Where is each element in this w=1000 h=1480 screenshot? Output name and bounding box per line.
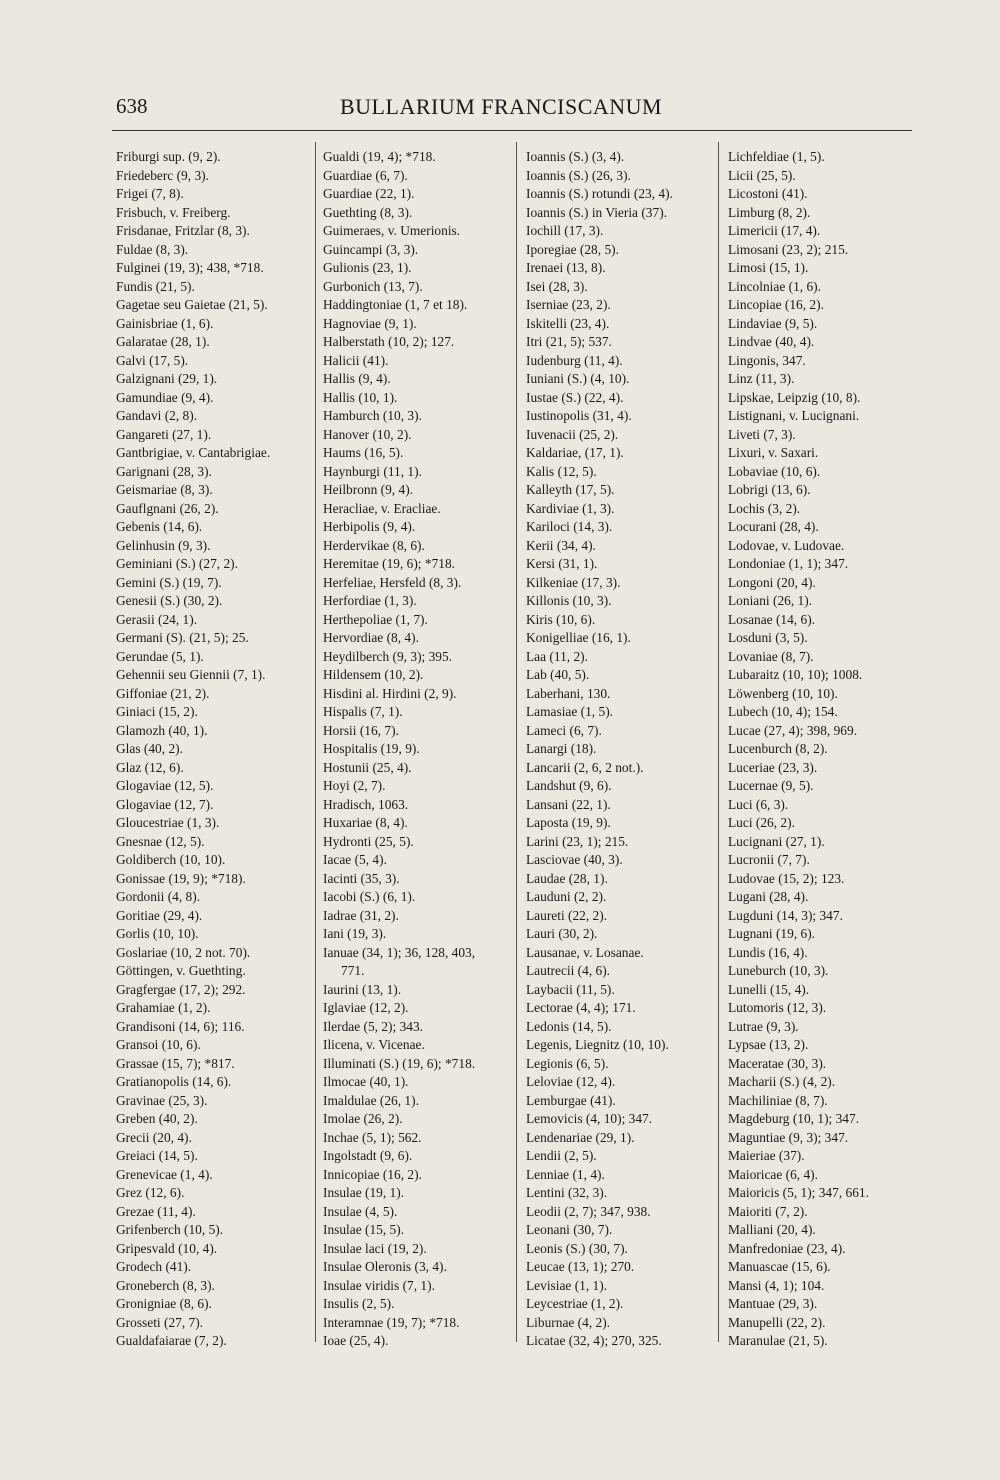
index-entry: Lugani (28, 4). xyxy=(728,889,809,904)
index-entry: Herdervikae (8, 6). xyxy=(323,537,425,553)
index-entry: Lucae (27, 4); 398, 969. xyxy=(728,722,858,738)
index-entry: Lutrae (9, 3). xyxy=(728,1018,799,1034)
index-entry: Grassae (15, 7); *817. xyxy=(116,1055,235,1071)
index-entry: Iserniae (23, 2). xyxy=(526,297,611,312)
index-entry: Hamburch (10, 3). xyxy=(323,408,422,423)
index-entry: Ioannis (S.) rotundi (23, 4). xyxy=(526,186,673,201)
index-entry: Limosani (23, 2); 215. xyxy=(728,241,849,257)
index-entry: Frisbuch, v. Freiberg. xyxy=(116,204,231,220)
index-entry: Herthepoliae (1, 7). xyxy=(323,611,428,627)
index-entry: Ingolstadt (9, 6). xyxy=(323,1148,413,1163)
index-entry: Hisdini al. Hirdini (2, 9). xyxy=(323,685,457,701)
index-entry: Laybacii (11, 5). xyxy=(526,981,615,997)
index-entry: Lubech (10, 4); 154. xyxy=(728,704,838,719)
index-entry: Lincolniae (1, 6). xyxy=(728,278,821,294)
index-entry: Hallis (9, 4). xyxy=(323,371,391,386)
index-entry: Linz (11, 3). xyxy=(728,371,795,386)
index-entry: Gordonii (4, 8). xyxy=(116,889,201,904)
index-entry: Ianuae (34, 1); 36, 128, 403, xyxy=(323,944,476,960)
index-entry: Lixuri, v. Saxari. xyxy=(728,445,819,460)
page-number: 638 xyxy=(116,94,148,118)
index-entry: Leucae (13, 1); 270. xyxy=(526,1259,635,1274)
index-entry: Insulae (4, 5). xyxy=(323,1203,398,1219)
index-entry: Lendenariae (29, 1). xyxy=(526,1129,635,1145)
index-entry: Luci (6, 3). xyxy=(728,796,789,812)
index-entry: Ilicena, v. Vicenae. xyxy=(323,1037,425,1052)
index-entry: Gemini (S.) (19, 7). xyxy=(116,574,222,590)
index-entry: Löwenberg (10, 10). xyxy=(728,685,838,701)
index-entry: Heracliae, v. Eracliae. xyxy=(323,500,441,516)
index-entry: Maioriti (7, 2). xyxy=(728,1203,808,1219)
index-entry: Iochill (17, 3). xyxy=(526,223,604,238)
index-entry: Lutomoris (12, 3). xyxy=(728,1000,827,1015)
index-entry: Iskitelli (23, 4). xyxy=(526,315,610,331)
index-entry: Kardiviae (1, 3). xyxy=(526,500,615,516)
index-entry: Ilmocae (40, 1). xyxy=(323,1074,409,1089)
index-entry: Lugduni (14, 3); 347. xyxy=(728,907,843,923)
index-entry: Haddingtoniae (1, 7 et 18). xyxy=(323,297,468,312)
index-entry: Maioricae (6, 4). xyxy=(728,1166,818,1182)
index-entry: Lugnani (19, 6). xyxy=(728,926,816,941)
index-entry: Grenevicae (1, 4). xyxy=(116,1166,213,1182)
index-entry: Gangareti (27, 1). xyxy=(116,426,212,442)
index-entry: Interamnae (19, 7); *718. xyxy=(323,1314,460,1330)
index-entry: Gragfergae (17, 2); 292. xyxy=(116,981,246,997)
index-entry: Iuvenacii (25, 2). xyxy=(526,426,619,442)
index-entry: Kersi (31, 1). xyxy=(526,556,598,571)
index-entry: Germani (S). (21, 5); 25. xyxy=(116,630,249,645)
index-entry: Manfredoniae (23, 4). xyxy=(728,1240,846,1256)
index-entry: Gripesvald (10, 4). xyxy=(116,1240,218,1256)
index-entry: Inchae (5, 1); 562. xyxy=(323,1129,422,1145)
index-entry: Limburg (8, 2). xyxy=(728,204,811,220)
index-entry: Galzignani (29, 1). xyxy=(116,371,218,386)
index-entry: Kilkeniae (17, 3). xyxy=(526,574,621,590)
index-entry: Iacinti (35, 3). xyxy=(323,870,400,886)
index-entry: Lunelli (15, 4). xyxy=(728,981,810,997)
index-entry: Levisiae (1, 1). xyxy=(526,1277,608,1293)
index-entry: Lectorae (4, 4); 171. xyxy=(526,1000,636,1015)
index-entry: Konigelliae (16, 1). xyxy=(526,630,631,645)
index-entry: Gehennii seu Giennii (7, 1). xyxy=(116,667,266,682)
index-entry: Lypsae (13, 2). xyxy=(728,1037,809,1052)
index-entry: Gurbonich (13, 7). xyxy=(323,278,423,294)
index-entry: Grosseti (27, 7). xyxy=(116,1314,204,1330)
index-entry: Hispalis (7, 1). xyxy=(323,704,403,719)
index-entry: Giffoniae (21, 2). xyxy=(116,685,210,701)
index-entry: Listignani, v. Lucignani. xyxy=(728,408,860,423)
index-entry: Insulae laci (19, 2). xyxy=(323,1240,427,1256)
index-entry: Goslariae (10, 2 not. 70). xyxy=(116,944,251,960)
index-entry: Göttingen, v. Guethting. xyxy=(116,963,246,978)
index-entry: Gualdafaiarae (7, 2). xyxy=(116,1333,227,1348)
page-header xyxy=(0,90,1000,126)
index-entry: Grahamiae (1, 2). xyxy=(116,1000,211,1015)
index-entry: Gratianopolis (14, 6). xyxy=(116,1074,232,1089)
index-entry: Frisdanae, Fritzlar (8, 3). xyxy=(116,223,250,238)
index-entry: Gainisbriae (1, 6). xyxy=(116,315,214,331)
index-entry: Guincampi (3, 3). xyxy=(323,241,419,257)
index-entry: Guardiae (22, 1). xyxy=(323,186,415,201)
index-entry: Halberstath (10, 2); 127. xyxy=(323,334,455,349)
index-entry: Ludovae (15, 2); 123. xyxy=(728,870,845,886)
index-entry: Gantbrigiae, v. Cantabrigiae. xyxy=(116,445,271,460)
index-entry: Manupelli (22, 2). xyxy=(728,1314,826,1330)
index-entry: Greben (40, 2). xyxy=(116,1111,198,1126)
index-entry: Landshut (9, 6). xyxy=(526,778,612,793)
index-entry: Maieriae (37). xyxy=(728,1148,805,1163)
index-entry: Geminiani (S.) (27, 2). xyxy=(116,556,238,571)
index-column-4 xyxy=(728,148,928,1351)
index-entry: Licostoni (41). xyxy=(728,186,808,201)
index-entry: Gonissae (19, 9); *718). xyxy=(116,870,246,886)
index-entry: Londoniae (1, 1); 347. xyxy=(728,556,849,571)
index-entry: Haums (16, 5). xyxy=(323,445,404,460)
index-entry: Lindvae (40, 4). xyxy=(728,334,815,349)
index-entry: Hallis (10, 1). xyxy=(323,389,398,405)
index-entry: Greiaci (14, 5). xyxy=(116,1148,198,1163)
index-entry: Gronigniae (8, 6). xyxy=(116,1296,212,1311)
index-entry: Lovaniae (8, 7). xyxy=(728,648,814,664)
index-entry: Guethting (8, 3). xyxy=(323,204,413,220)
index-entry: Kariloci (14, 3). xyxy=(526,519,613,534)
header-rule xyxy=(112,130,912,131)
index-entry: Goritiae (29, 4). xyxy=(116,907,203,923)
index-entry: Lamasiae (1, 5). xyxy=(526,704,613,719)
index-entry: Luci (26, 2). xyxy=(728,815,795,830)
index-entry: Gebenis (14, 6). xyxy=(116,519,203,534)
index-entry: Irenaei (13, 8). xyxy=(526,260,606,275)
index-entry: Gelinhusin (9, 3). xyxy=(116,537,211,553)
index-entry: Iglaviae (12, 2). xyxy=(323,1000,409,1015)
index-entry: Haynburgi (11, 1). xyxy=(323,463,422,479)
index-entry: Fulginei (19, 3); 438, *718. xyxy=(116,260,264,275)
index-entry: Insulae viridis (7, 1). xyxy=(323,1277,435,1293)
index-entry: Herbipolis (9, 4). xyxy=(323,519,416,534)
index-entry: Iadrae (31, 2). xyxy=(323,907,399,923)
index-entry: Grez (12, 6). xyxy=(116,1185,185,1200)
index-entry: Laudae (28, 1). xyxy=(526,870,608,886)
index-entry: Insulis (2, 5). xyxy=(323,1296,395,1311)
index-entry: Maranulae (21, 5). xyxy=(728,1333,828,1348)
index-entry: Gorlis (10, 10). xyxy=(116,926,199,941)
index-entry: Iaurini (13, 1). xyxy=(323,981,402,997)
index-entry: Lucronii (7, 7). xyxy=(728,852,810,867)
index-entry: Iporegiae (28, 5). xyxy=(526,241,619,257)
index-entry: Liveti (7, 3). xyxy=(728,426,796,442)
index-entry: Legionis (6, 5). xyxy=(526,1055,609,1071)
index-entry: Lochis (3, 2). xyxy=(728,500,801,516)
index-entry: Herfeliae, Hersfeld (8, 3). xyxy=(323,574,462,590)
index-entry: Maguntiae (9, 3); 347. xyxy=(728,1129,849,1145)
index-entry: Loniani (26, 1). xyxy=(728,593,813,608)
index-entry: Laposta (19, 9). xyxy=(526,815,611,830)
index-entry: Ioannis (S.) in Vieria (37). xyxy=(526,204,668,220)
index-entry: Lucenburch (8, 2). xyxy=(728,741,828,756)
index-entry: Kalis (12, 5). xyxy=(526,463,597,479)
index-entry: Insulae (15, 5). xyxy=(323,1222,405,1237)
index-entry: Machiliniae (8, 7). xyxy=(728,1092,828,1108)
index-entry: Horsii (16, 7). xyxy=(323,722,399,738)
index-entry: Hradisch, 1063. xyxy=(323,796,409,812)
index-entry: Mansi (4, 1); 104. xyxy=(728,1277,825,1293)
index-entry: Huxariae (8, 4). xyxy=(323,815,408,830)
running-head: BULLARIUM FRANCISCANUM xyxy=(340,94,663,119)
index-entry: Laa (11, 2). xyxy=(526,648,588,664)
index-entry: Licii (25, 5). xyxy=(728,167,796,183)
index-entry: Gagetae seu Gaietae (21, 5). xyxy=(116,297,268,312)
index-entry: Lobrigi (13, 6). xyxy=(728,482,811,497)
index-entry: Malliani (20, 4). xyxy=(728,1222,816,1237)
index-entry: Glogaviae (12, 7). xyxy=(116,796,214,812)
index-entry: Gravinae (25, 3). xyxy=(116,1092,208,1108)
index-entry: Lucignani (27, 1). xyxy=(728,833,825,849)
index-entry: Glaz (12, 6). xyxy=(116,759,184,775)
index-entry: Manuascae (15, 6). xyxy=(728,1259,831,1274)
index-entry: Hanover (10, 2). xyxy=(323,426,412,442)
index-entry: Glamozh (40, 1). xyxy=(116,722,208,738)
index-entry: Legenis, Liegnitz (10, 10). xyxy=(526,1037,669,1052)
index-entry: Lab (40, 5). xyxy=(526,667,590,682)
index-entry: Hagnoviae (9, 1). xyxy=(323,315,417,331)
index-entry: Lipskae, Leipzig (10, 8). xyxy=(728,389,861,405)
index-entry: Kaldariae, (17, 1). xyxy=(526,445,624,460)
index-entry: Lucernae (9, 5). xyxy=(728,778,814,793)
index-entry: Lundis (16, 4). xyxy=(728,944,808,960)
index-entry: Heydilberch (9, 3); 395. xyxy=(323,648,453,664)
index-entry: Lameci (6, 7). xyxy=(526,722,602,738)
index-column-2 xyxy=(323,148,523,1351)
index-entry: Galvi (17, 5). xyxy=(116,352,189,368)
index-entry: Lingonis, 347. xyxy=(728,352,806,368)
index-entry: Genesii (S.) (30, 2). xyxy=(116,593,223,608)
index-entry: Iudenburg (11, 4). xyxy=(526,352,623,368)
index-entry: Lendii (2, 5). xyxy=(526,1148,597,1163)
index-entry: Lentini (32, 3). xyxy=(526,1185,608,1200)
index-entry: Hydronti (25, 5). xyxy=(323,833,414,849)
index-entry: Guimeraes, v. Umerionis. xyxy=(323,223,461,238)
index-entry: Larini (23, 1); 215. xyxy=(526,833,629,849)
index-entry: Giniaci (15, 2). xyxy=(116,704,198,719)
index-entry: Macharii (S.) (4, 2). xyxy=(728,1074,836,1089)
index-entry: Grandisoni (14, 6); 116. xyxy=(116,1018,245,1034)
index-entry: Liburnae (4, 2). xyxy=(526,1314,611,1330)
index-entry: Galaratae (28, 1). xyxy=(116,334,210,349)
index-entry: Grodech (41). xyxy=(116,1259,192,1274)
index-entry: Lansani (22, 1). xyxy=(526,796,611,812)
index-entry: Kalleyth (17, 5). xyxy=(526,482,615,497)
index-entry: Grezae (11, 4). xyxy=(116,1203,196,1219)
index-entry: Luneburch (10, 3). xyxy=(728,963,829,978)
index-entry: Leodii (2, 7); 347, 938. xyxy=(526,1203,651,1219)
index-entry: Herfordiae (1, 3). xyxy=(323,593,417,608)
index-entry: Heilbronn (9, 4). xyxy=(323,482,413,497)
index-entry: Lauduni (2, 2). xyxy=(526,889,607,904)
index-entry: Mantuae (29, 3). xyxy=(728,1296,818,1311)
index-entry: Grifenberch (10, 5). xyxy=(116,1222,224,1237)
index-entry: Laureti (22, 2). xyxy=(526,907,608,923)
index-entry: 771. xyxy=(341,963,365,978)
index-entry: Insulae Oleronis (3, 4). xyxy=(323,1259,447,1274)
index-entry: Friburgi sup. (9, 2). xyxy=(116,149,221,164)
index-entry: Gauflgnani (26, 2). xyxy=(116,500,219,516)
index-entry: Kerii (34, 4). xyxy=(526,537,596,553)
index-entry: Lemovicis (4, 10); 347. xyxy=(526,1111,653,1126)
index-entry: Imaldulae (26, 1). xyxy=(323,1092,419,1108)
index-entry: Leloviae (12, 4). xyxy=(526,1074,616,1089)
index-entry: Lautrecii (4, 6). xyxy=(526,963,611,978)
index-entry: Ioannis (S.) (26, 3). xyxy=(526,167,631,183)
index-entry: Gualdi (19, 4); *718. xyxy=(323,149,436,164)
index-entry: Lichfeldiae (1, 5). xyxy=(728,149,825,164)
index-entry: Iuniani (S.) (4, 10). xyxy=(526,371,630,386)
index-entry: Glas (40, 2). xyxy=(116,741,183,756)
index-entry: Lobaviae (10, 6). xyxy=(728,463,821,479)
index-entry: Maioricis (5, 1); 347, 661. xyxy=(728,1185,869,1200)
index-entry: Gamundiae (9, 4). xyxy=(116,389,214,405)
index-entry: Halicii (41). xyxy=(323,352,389,368)
index-entry: Itri (21, 5); 537. xyxy=(526,334,612,349)
index-entry: Killonis (10, 3). xyxy=(526,593,612,608)
index-entry: Fundis (21, 5). xyxy=(116,278,195,294)
index-entry: Friedeberc (9, 3). xyxy=(116,167,209,183)
index-entry: Isei (28, 3). xyxy=(526,278,588,294)
index-entry: Lemburgae (41). xyxy=(526,1092,616,1108)
index-entry: Ioannis (S.) (3, 4). xyxy=(526,149,625,164)
index-entry: Lasciovae (40, 3). xyxy=(526,852,623,867)
index-entry: Leycestriae (1, 2). xyxy=(526,1296,624,1311)
index-entry: Losanae (14, 6). xyxy=(728,611,816,627)
index-entry: Innicopiae (16, 2). xyxy=(323,1166,422,1182)
index-entry: Fuldae (8, 3). xyxy=(116,241,189,257)
index-entry: Iustae (S.) (22, 4). xyxy=(526,389,624,405)
index-entry: Frigei (7, 8). xyxy=(116,186,184,201)
index-entry: Ioae (25, 4). xyxy=(323,1333,389,1348)
index-entry: Limericii (17, 4). xyxy=(728,223,821,238)
index-column-1 xyxy=(116,148,316,1351)
index-entry: Lindaviae (9, 5). xyxy=(728,315,818,331)
index-entry: Lincopiae (16, 2). xyxy=(728,297,824,312)
index-entry: Iani (19, 3). xyxy=(323,926,387,941)
index-entry: Limosi (15, 1). xyxy=(728,260,809,275)
index-entry: Lanargi (18). xyxy=(526,741,597,756)
index-entry: Hostunii (25, 4). xyxy=(323,759,412,775)
index-entry: Hervordiae (8, 4). xyxy=(323,630,419,645)
index-entry: Garignani (28, 3). xyxy=(116,463,212,479)
index-entry: Ilerdae (5, 2); 343. xyxy=(323,1018,424,1034)
index-entry: Lausanae, v. Losanae. xyxy=(526,944,644,960)
index-columns xyxy=(116,148,916,1348)
index-entry: Longoni (20, 4). xyxy=(728,574,816,590)
index-entry: Groneberch (8, 3). xyxy=(116,1277,215,1293)
index-entry: Goldiberch (10, 10). xyxy=(116,852,226,867)
index-entry: Lodovae, v. Ludovae. xyxy=(728,537,845,553)
index-entry: Hoyi (2, 7). xyxy=(323,778,386,793)
index-entry: Lauri (30, 2). xyxy=(526,926,598,941)
index-entry: Gerasii (24, 1). xyxy=(116,611,198,627)
index-entry: Luceriae (23, 3). xyxy=(728,759,818,775)
index-entry: Heremitae (19, 6); *718. xyxy=(323,556,456,571)
index-entry: Locurani (28, 4). xyxy=(728,519,819,534)
index-entry: Glogaviae (12, 5). xyxy=(116,778,214,793)
index-entry: Geismariae (8, 3). xyxy=(116,482,213,497)
index-entry: Lenniae (1, 4). xyxy=(526,1166,605,1182)
index-column-3 xyxy=(526,148,726,1351)
index-entry: Leonani (30, 7). xyxy=(526,1222,613,1237)
index-entry: Insulae (19, 1). xyxy=(323,1185,405,1200)
index-entry: Licatae (32, 4); 270, 325. xyxy=(526,1333,662,1348)
index-entry: Gransoi (10, 6). xyxy=(116,1037,201,1052)
index-entry: Imolae (26, 2). xyxy=(323,1111,403,1126)
index-entry: Gandavi (2, 8). xyxy=(116,408,198,423)
index-entry: Kiris (10, 6). xyxy=(526,611,596,627)
index-entry: Ledonis (14, 5). xyxy=(526,1018,612,1034)
index-entry: Iacae (5, 4). xyxy=(323,852,387,867)
index-entry: Gerundae (5, 1). xyxy=(116,648,204,664)
index-entry: Losduni (3, 5). xyxy=(728,630,808,645)
index-entry: Lubaraitz (10, 10); 1008. xyxy=(728,667,863,682)
index-entry: Gnesnae (12, 5). xyxy=(116,833,205,849)
index-entry: Gulionis (23, 1). xyxy=(323,260,412,275)
index-entry: Magdeburg (10, 1); 347. xyxy=(728,1111,860,1126)
index-entry: Hospitalis (19, 9). xyxy=(323,741,420,756)
index-entry: Leonis (S.) (30, 7). xyxy=(526,1240,628,1256)
index-entry: Illuminati (S.) (19, 6); *718. xyxy=(323,1055,476,1071)
index-entry: Guardiae (6, 7). xyxy=(323,167,408,183)
index-entry: Gloucestriae (1, 3). xyxy=(116,815,220,830)
index-entry: Grecii (20, 4). xyxy=(116,1129,192,1145)
index-entry: Hildensem (10, 2). xyxy=(323,667,424,682)
index-entry: Maceratae (30, 3). xyxy=(728,1055,827,1071)
index-entry: Iustinopolis (31, 4). xyxy=(526,408,632,423)
index-entry: Lancarii (2, 6, 2 not.). xyxy=(526,759,644,775)
index-entry: Laberhani, 130. xyxy=(526,685,611,701)
index-entry: Iacobi (S.) (6, 1). xyxy=(323,889,416,904)
